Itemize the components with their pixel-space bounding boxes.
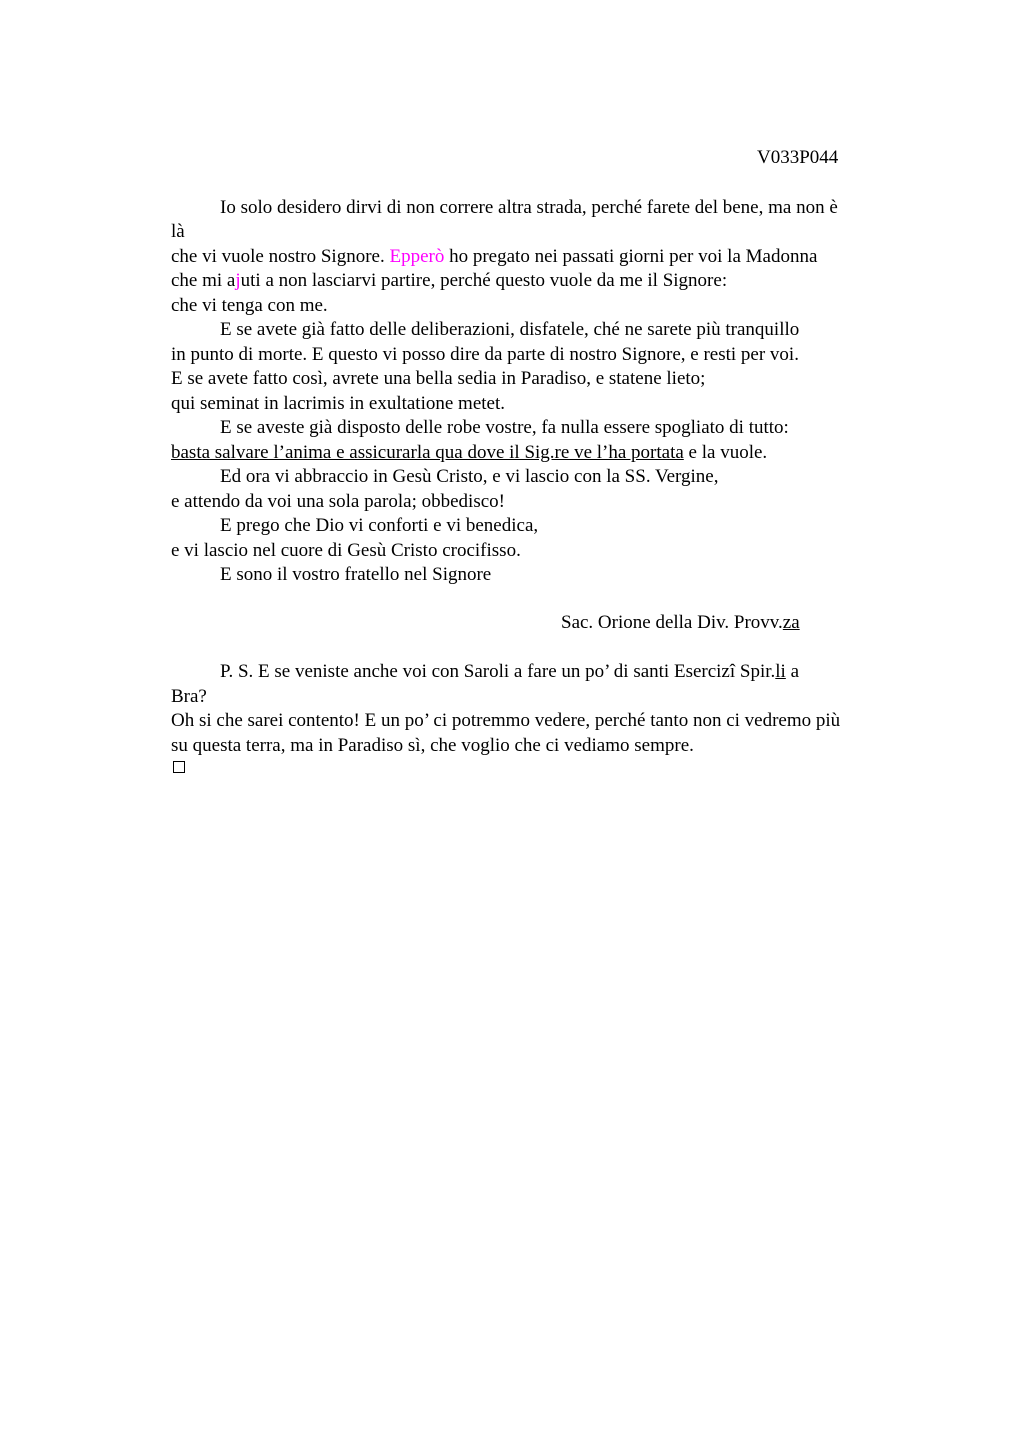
- body-line: Io solo desidero dirvi di non correre altra strada, perché farete del bene, ma non è: [220, 197, 838, 218]
- body-line: E sono il vostro fratello nel Signore: [220, 564, 492, 585]
- postscript-line: Bra?: [171, 686, 207, 707]
- text-run: uti a non lasciarvi partire, perché questo vuole da me il Signore:: [240, 270, 728, 291]
- postscript-line: Oh si che sarei contento! E un po’ ci potremmo vedere, perché tanto non ci vedremo più: [171, 710, 841, 731]
- body-line: e vi lascio nel cuore di Gesù Cristo crocifisso.: [171, 540, 521, 561]
- body-line: [171, 441, 767, 466]
- end-mark-icon: [173, 761, 185, 773]
- underlined-text: basta salvare l’anima e assicurarla qua dove il Sig.re ve l’ha portata: [171, 442, 684, 463]
- body-line: E se aveste già disposto delle robe vostre, fa nulla essere spogliato di tutto:: [220, 417, 789, 438]
- text-run: e la vuole.: [683, 442, 768, 463]
- body-line: che vi tenga con me.: [171, 295, 328, 316]
- body-line: là: [171, 221, 185, 242]
- postscript-line: [220, 660, 799, 685]
- document-code: V033P044: [757, 147, 839, 168]
- signature-text: Sac. Orione della Div. Provv.: [561, 612, 783, 633]
- text-run: Spir.: [735, 661, 776, 682]
- text-run: che vi vuole nostro Signore.: [171, 246, 390, 267]
- signature: [561, 611, 800, 636]
- highlighted-letter: j: [235, 270, 241, 291]
- body-line: e attendo da voi una sola parola; obbedisco!: [171, 491, 505, 512]
- text-run: a: [785, 661, 800, 682]
- body-line: E se avete già fatto delle deliberazioni, disfatele, ché ne sarete più tranquillo: [220, 319, 800, 340]
- underlined-text: li: [775, 661, 786, 682]
- body-line: E se avete fatto così, avrete una bella sedia in Paradiso, e statene lieto;: [171, 368, 706, 389]
- body-line: [171, 269, 727, 294]
- text-run: P. S. E se veniste anche voi con Saroli a fare un po’ di santi Esercizi: [220, 661, 736, 682]
- body-line: Ed ora vi abbraccio in Gesù Cristo, e vi lascio con la SS. Vergine,: [220, 466, 719, 487]
- text-run: ho pregato nei passati giorni per voi la Madonna: [444, 246, 818, 267]
- body-line: [171, 245, 817, 270]
- body-line: E prego che Dio vi conforti e vi benedica,: [220, 515, 539, 536]
- body-line: in punto di morte. E questo vi posso dire da parte di nostro Signore, e resti per voi.: [171, 344, 799, 365]
- body-line: qui seminat in lacrimis in exultatione metet.: [171, 393, 506, 414]
- highlighted-word: Epperò: [389, 246, 445, 267]
- text-run: che mi a: [171, 270, 236, 291]
- postscript-line: su questa terra, ma in Paradiso sì, che voglio che ci vediamo sempre.: [171, 735, 694, 756]
- signature-suffix: za: [782, 612, 800, 633]
